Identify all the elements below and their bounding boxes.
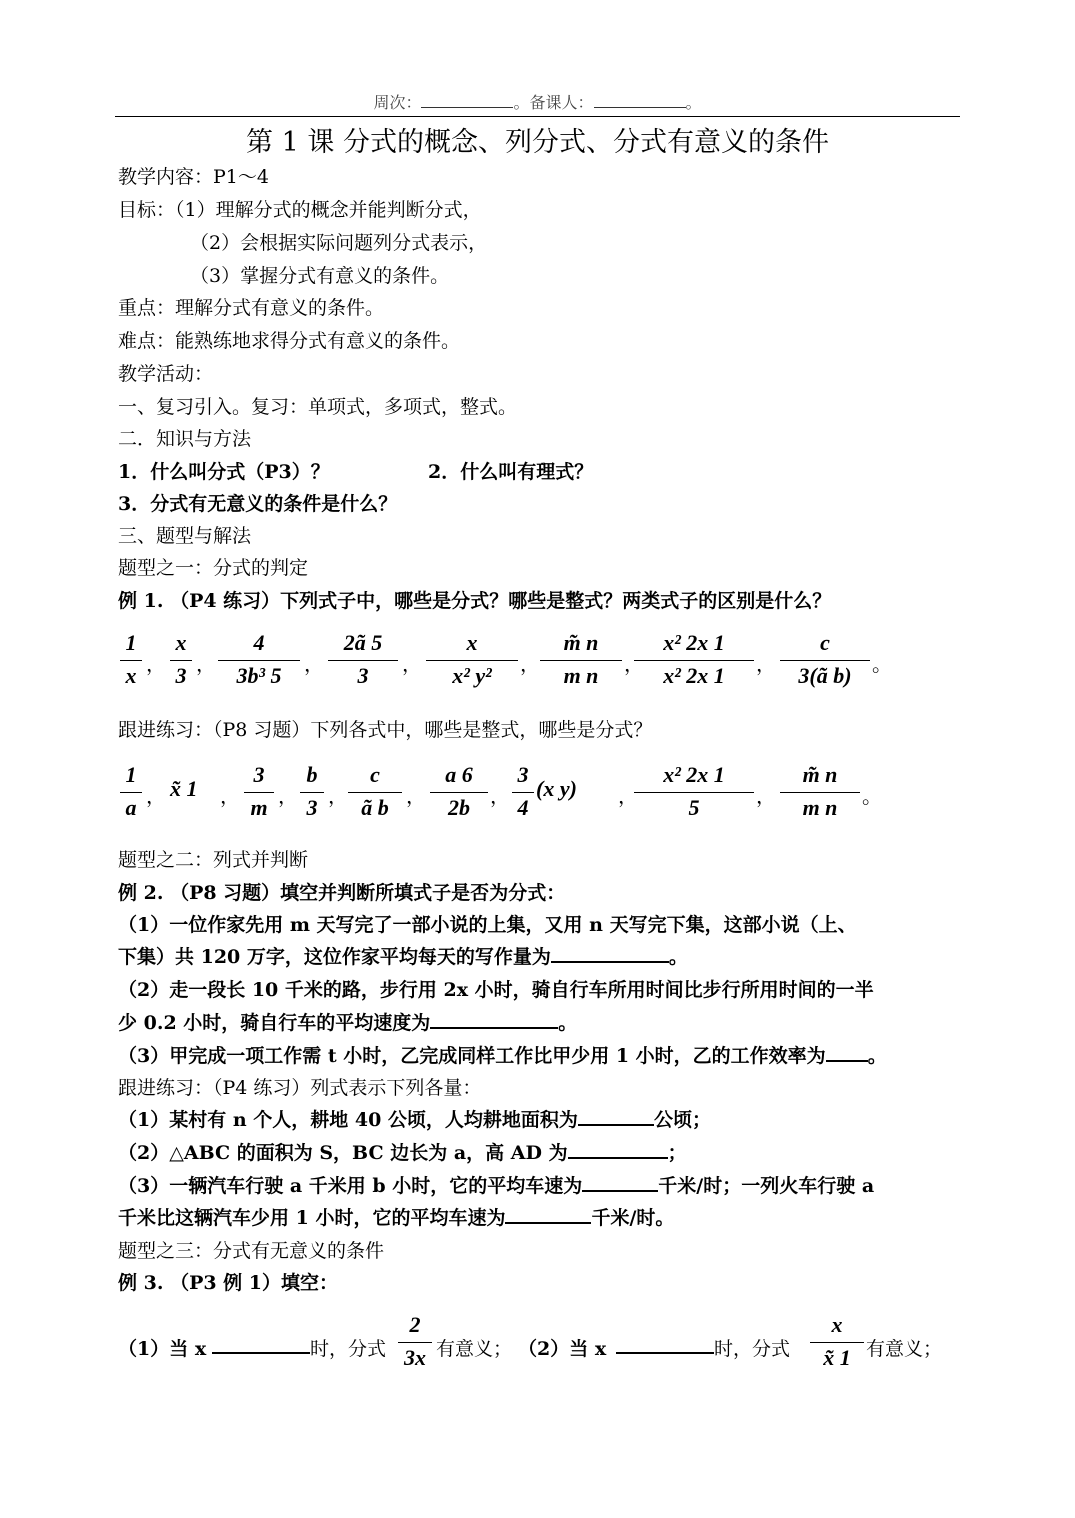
fraction: x x̃ 1 — [810, 1312, 864, 1371]
fraction: x 3 — [170, 630, 192, 689]
ex3-item-1-end: 有意义； — [436, 1338, 513, 1360]
fraction: 3 4 — [512, 762, 534, 821]
example-3: 例 3. （P3 例 1）填空： — [118, 1272, 339, 1294]
example-3-items — [118, 1312, 978, 1376]
fraction: b 3 — [300, 762, 324, 821]
section-review: 一、复习引入。复习：单项式，多项式，整式。 — [118, 396, 518, 418]
objective-2: （2）会根据实际问题列分式表示， — [190, 232, 488, 254]
answer-blank[interactable] — [616, 1336, 714, 1354]
fraction: x x² y² — [426, 630, 518, 689]
answer-blank[interactable] — [430, 1009, 558, 1029]
ex3-item-1-mid: 时，分式 — [310, 1338, 387, 1360]
preparer-label: 。备课人： — [513, 93, 594, 112]
fraction: c 3(ã b) — [780, 630, 870, 689]
question-1: 1．什么叫分式（P3）？ — [118, 461, 330, 483]
fraction: a 6 2b — [430, 762, 488, 821]
fraction: m̃ n m n — [540, 630, 622, 689]
ex2-item-1-line-1: （1）一位作家先用 m 天写完了一部小说的上集，又用 n 天写完下集，这部小说（上、 — [118, 914, 857, 936]
follow-up-2-item-2: （2）△ABC 的面积为 S，BC 边长为 a，高 AD 为 ； — [118, 1138, 687, 1165]
week-blank — [421, 93, 513, 108]
section-knowledge: 二．知识与方法 — [118, 428, 252, 450]
ex2-item-2-line-1: （2）走一段长 10 千米的路，步行用 2x 小时，骑自行车所用时间比步行所用时间的一半 — [118, 979, 874, 1001]
follow-up-2-item-1: （1）某村有 n 个人，耕地 40 公顷，人均耕地面积为 公顷； — [118, 1105, 711, 1132]
header-end: 。 — [685, 93, 702, 112]
objective-1: 目标：（1）理解分式的概念并能判断分式， — [118, 199, 482, 221]
follow-up-2-item-3-line-1: （3）一辆汽车行驶 a 千米用 b 小时，它的平均车速为 千米/时；一列火车行驶 a — [118, 1171, 874, 1198]
fraction: m̃ n m n — [780, 762, 860, 821]
page-header — [0, 90, 1075, 113]
type-3-heading: 题型之三：分式有无意义的条件 — [118, 1240, 385, 1262]
lesson-title: 第 1 课 分式的概念、列分式、分式有意义的条件 — [246, 127, 829, 158]
fraction: c ã b — [348, 762, 402, 821]
follow-up-1-expressions: 1 a ， x̃ 1 ， 3 m ， b 3 ， c ã b ， a 6 2b ， 3 4 (x y) ， x² 2x 1 5 ， m̃ n m n 。 — [118, 762, 978, 822]
teaching-content: 教学内容：P1～4 — [118, 166, 269, 188]
week-label: 周次： — [373, 93, 422, 112]
header-rule — [115, 116, 960, 117]
answer-blank[interactable] — [505, 1204, 591, 1224]
example-1: 例 1. （P4 练习）下列式子中，哪些是分式？哪些是整式？两类式子的区别是什么？ — [118, 590, 832, 612]
answer-blank[interactable] — [551, 943, 669, 963]
expression: (x y) — [536, 776, 577, 801]
section-types: 三、题型与解法 — [118, 525, 252, 547]
expression: x̃ 1 — [170, 776, 198, 801]
key-point: 重点：理解分式有意义的条件。 — [118, 297, 385, 319]
fraction: 2 3x — [398, 1312, 432, 1371]
fraction: 1 a — [120, 762, 142, 821]
answer-blank[interactable] — [568, 1139, 668, 1159]
question-3: 3．分式有无意义的条件是什么？ — [118, 493, 398, 515]
fraction: 1 x — [120, 630, 142, 689]
fraction: x² 2x 1 x² 2x 1 — [634, 630, 754, 689]
ex2-item-2-line-2: 少 0.2 小时，骑自行车的平均速度为 。 — [118, 1008, 577, 1035]
ex3-item-1-label: （1）当 x — [118, 1338, 207, 1360]
follow-up-2: 跟进练习：（P4 练习）列式表示下列各量： — [118, 1077, 482, 1099]
ex3-item-2-label: （2）当 x — [518, 1338, 607, 1360]
question-2: 2．什么叫有理式？ — [428, 461, 594, 483]
fraction: 3 m — [244, 762, 274, 821]
ex3-item-2-mid: 时，分式 — [714, 1338, 791, 1360]
objective-3: （3）掌握分式有意义的条件。 — [190, 265, 450, 287]
teaching-activities: 教学活动： — [118, 363, 214, 385]
example-1-expressions: 1 x ， x 3 ， 4 3b³ 5 ， 2ã 5 3 ， x x² y² ， m̃ n m n ， x² 2x 1 x² 2x 1 ， c 3(ã b) 。 — [118, 630, 978, 690]
answer-blank[interactable] — [578, 1106, 654, 1126]
ex3-item-2-end: 有意义； — [866, 1338, 943, 1360]
difficult-point: 难点：能熟练地求得分式有意义的条件。 — [118, 330, 461, 352]
answer-blank[interactable] — [582, 1172, 658, 1192]
follow-up-1: 跟进练习：（P8 习题）下列各式中，哪些是整式，哪些是分式？ — [118, 719, 653, 741]
type-1-heading: 题型之一：分式的判定 — [118, 557, 309, 579]
preparer-blank — [594, 93, 686, 108]
ex2-item-1-line-2: 下集）共 120 万字，这位作家平均每天的写作量为 。 — [118, 942, 688, 969]
answer-blank[interactable] — [826, 1042, 868, 1062]
follow-up-2-item-3-line-2: 千米比这辆汽车少用 1 小时，它的平均车速为 千米/时。 — [118, 1203, 674, 1230]
example-2: 例 2. （P8 习题）填空并判断所填式子是否为分式： — [118, 882, 566, 904]
fraction: 2ã 5 3 — [328, 630, 398, 689]
fraction: x² 2x 1 5 — [634, 762, 754, 821]
answer-blank[interactable] — [212, 1336, 310, 1354]
fraction: 4 3b³ 5 — [218, 630, 300, 689]
ex2-item-3: （3）甲完成一项工作需 t 小时，乙完成同样工作比甲少用 1 小时，乙的工作效率为 。 — [118, 1041, 887, 1068]
type-2-heading: 题型之二：列式并判断 — [118, 849, 309, 871]
